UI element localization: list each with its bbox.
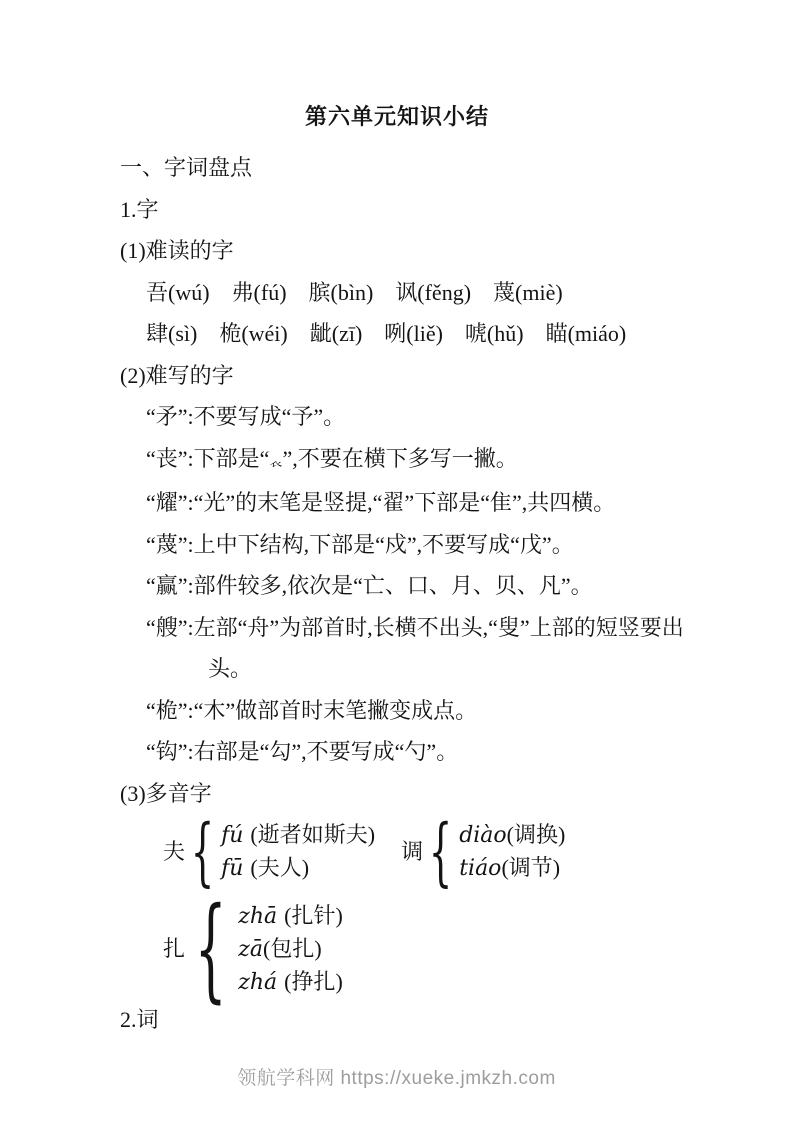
hard-read-row-1: 吾(wú) 弗(fú) 膑(bìn) 讽(fěng) 蔑(miè)	[146, 279, 563, 305]
note-sang-prefix: “丧”:下部是“	[146, 445, 270, 471]
polyphonic-readings	[238, 900, 343, 999]
hard-read-row-2: 肆(sì) 桅(wéi) 龇(zī) 咧(liě) 唬(hǔ) 瞄(miáo)	[146, 321, 627, 346]
heading-section1: 一、字词盘点	[120, 155, 253, 180]
example-word: (包扎)	[263, 935, 322, 961]
example-word: (逝者如斯夫)	[250, 822, 376, 847]
site-watermark-footer: 领航学科网 https://xueke.jmkzh.com	[237, 1068, 556, 1089]
heading-sub-zi: 1.字	[120, 196, 159, 222]
polyphonic-reading	[238, 900, 343, 933]
sang-bottom-component-glyph: 𧘇	[269, 453, 283, 469]
pinyin: fū	[221, 856, 251, 881]
polyphonic-reading	[238, 933, 343, 966]
polyphonic-char: 扎	[163, 936, 186, 961]
pinyin: tiáo	[459, 856, 502, 881]
example-word: (挣扎)	[284, 968, 343, 994]
heading-hard-read: (1)难读的字	[120, 238, 234, 263]
heading-sub-ci: 2.词	[120, 1007, 159, 1032]
note-gou: “钩”:右部是“勾”,不要写成“勺”。	[146, 739, 459, 764]
example-word: (调换)	[506, 822, 566, 847]
polyphonic-readings	[459, 819, 565, 885]
polyphonic-reading	[221, 819, 375, 852]
polyphonic-group-zha	[163, 899, 720, 999]
note-sang-suffix: ”,不要在横下多写一撇。	[282, 445, 518, 471]
example-word: (扎针)	[284, 902, 343, 928]
note-mie: “蔑”:上中下结构,下部是“戍”,不要写成“戊”。	[146, 531, 574, 557]
polyphonic-char: 夫	[163, 839, 186, 864]
note-ying: “赢”:部件较多,依次是“亡、口、月、贝、凡”。	[146, 573, 593, 598]
polyphonic-row-1	[163, 819, 720, 885]
brace-icon	[429, 819, 453, 885]
note-sou-line1: “艘”:左部“舟”为部首时,长横不出头,“叟”上部的短竖要出	[146, 614, 684, 640]
example-word: (夫人)	[250, 855, 310, 880]
note-mao: “矛”:不要写成“予”。	[146, 404, 346, 429]
pinyin: zhá	[238, 969, 285, 995]
note-sang	[120, 438, 720, 483]
heading-polyphonic: (3)多音字	[120, 780, 212, 806]
note-wei: “桅”:“木”做部首时末笔撇变成点。	[146, 697, 478, 723]
pinyin: fú	[221, 823, 251, 848]
polyphonic-reading	[459, 852, 565, 885]
heading-hard-write: (2)难写的字	[120, 362, 234, 388]
pinyin: diào	[459, 823, 507, 848]
pinyin: zhā	[238, 903, 285, 929]
note-yao: “耀”:“光”的末笔是竖提,“翟”下部是“隹”,共四横。	[146, 490, 616, 515]
polyphonic-group-diao	[401, 819, 565, 885]
brace-icon	[191, 819, 215, 885]
polyphonic-group-fu	[163, 819, 375, 885]
polyphonic-char: 调	[401, 839, 424, 864]
note-sou-line2: 头。	[208, 656, 253, 681]
brace-icon	[195, 899, 227, 999]
polyphonic-reading	[459, 819, 565, 852]
polyphonic-reading	[238, 966, 343, 999]
polyphonic-reading	[221, 852, 375, 885]
polyphonic-readings	[221, 819, 375, 885]
page-title: 第六单元知识小结	[304, 104, 489, 129]
example-word: (调节)	[501, 855, 561, 880]
pinyin: zā	[238, 936, 263, 962]
